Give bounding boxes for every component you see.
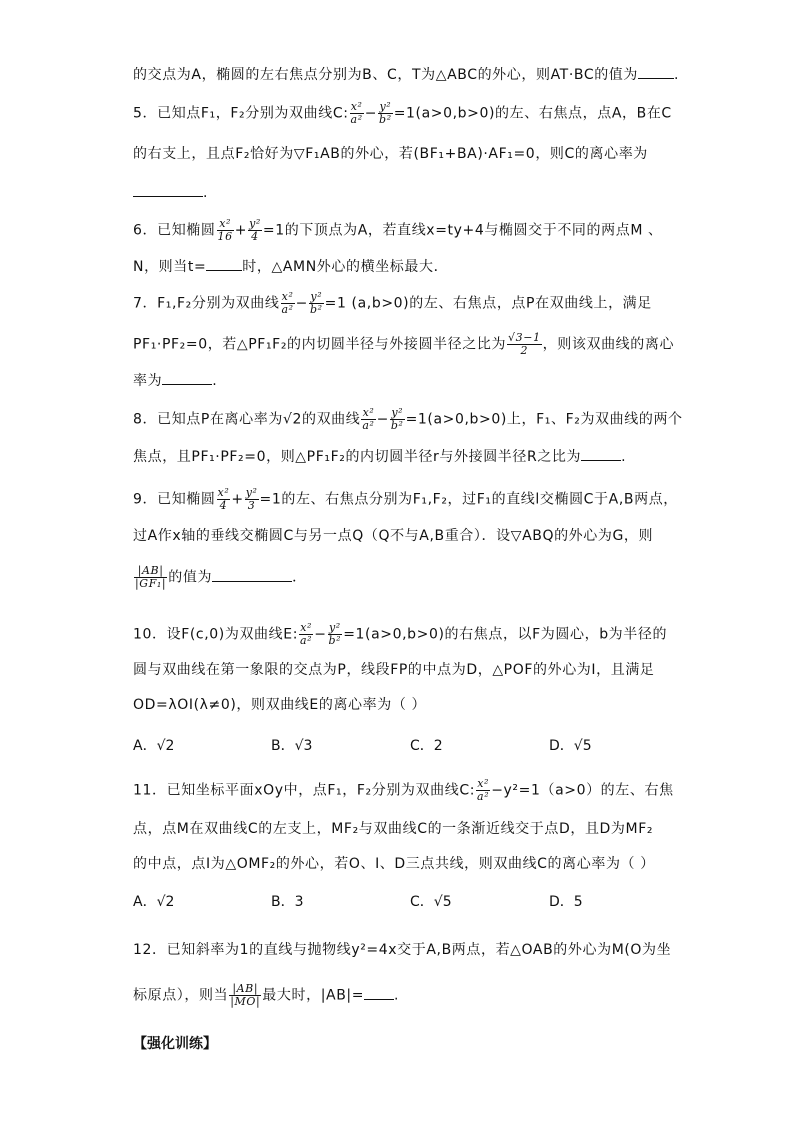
problem-5-text: =1(a>0,b>0)的左、右焦点，点A，B在C bbox=[393, 105, 672, 122]
problem-11-text: −y²=1（a>0）的左、右焦 bbox=[491, 782, 674, 799]
problem-11-text: 11．已知坐标平面xOy中，点F₁，F₂分别为双曲线C: bbox=[133, 782, 476, 799]
fraction: $\frac{\text{x²}}{16}$ bbox=[217, 217, 233, 243]
problem-9-line-3: $\frac{|AB|}{\text{|GF₁|}}$ 的值为 ． bbox=[135, 564, 307, 590]
problem-9-text: 的值为 bbox=[168, 569, 213, 586]
problem-11-line-3 bbox=[133, 854, 655, 874]
problem-10-line-3 bbox=[133, 695, 426, 715]
problem-7-line-3: 率为 . bbox=[133, 370, 217, 391]
answer-blank bbox=[581, 446, 621, 461]
answer-blank bbox=[133, 182, 203, 197]
fraction: $\frac{\text{y²}}{\text{b²}}$ bbox=[390, 406, 404, 432]
fraction: $\frac{\text{y²}}{4}$ bbox=[249, 217, 261, 243]
problem-8-line-1: 8．已知点P在离心率为√2的双曲线 $\frac{\text{x²}}{\text{a²}}$ − $\frac{\text{y²}}{\text{b²}}$ =1(a>0,b>0)上，F₁、F₂为双曲线的两个 bbox=[133, 406, 683, 432]
problem-10-text: OD=λOI(λ≠0)，则双曲线E的离心率为（ ） bbox=[133, 697, 427, 713]
fraction: $\frac{\text{x²}}{4}$ bbox=[217, 486, 230, 512]
problem-7-text: PF₁·PF₂=0，若△PF₁F₂的内切圆半径与外接圆半径之比为 bbox=[133, 336, 507, 353]
problem-10-line-1: 10．设F(c,0)为双曲线E: $\frac{\text{x²}}{\text{a²}}$ − $\frac{\text{y²}}{\text{b²}}$ =1(a>0,b>0)的右焦点，以F为圆心，b为半径的 bbox=[133, 621, 668, 647]
answer-blank bbox=[364, 985, 394, 1000]
problem-11-text: 的中点，点I为△OMF₂的外心，若O、I、D三点共线，则双曲线C的离心率为（ ） bbox=[133, 856, 655, 872]
answer-blank bbox=[212, 567, 292, 582]
fraction: $\frac{|AB|}{|MO|}$ bbox=[230, 982, 261, 1008]
problem-8-text: 8．已知点P在离心率为√2的双曲线 bbox=[133, 411, 361, 428]
fraction: $\frac{|AB|}{\text{|GF₁|}}$ bbox=[135, 564, 167, 590]
problem-10-option-a[interactable]: A．√2 bbox=[133, 738, 175, 754]
problem-10-text: =1(a>0,b>0)的右焦点，以F为圆心，b为半径的 bbox=[343, 626, 668, 643]
problem-6-text: =1的下顶点为A，若直线x=ty+4与椭圆交于不同的两点M 、 bbox=[262, 222, 663, 239]
problem-5-text: 的右支上，且点F₂恰好为▽F₁AB的外心，若(BF₁+BA)·AF₁=0，则C的离心率为 bbox=[133, 146, 648, 162]
problem-8-line-2: 焦点，且PF₁·PF₂=0，则△PF₁F₂的内切圆半径r与外接圆半径R之比为 . bbox=[133, 446, 626, 467]
problem-8-text: 焦点，且PF₁·PF₂=0，则△PF₁F₂的内切圆半径r与外接圆半径R之比为 bbox=[133, 449, 582, 465]
fraction: $\frac{\text{x²}}{\text{a²}}$ bbox=[281, 290, 294, 316]
problem-10-option-c[interactable]: C．2 bbox=[410, 738, 443, 754]
problem-10-option-b[interactable]: B．√3 bbox=[271, 738, 313, 754]
fraction: $\frac{\text{y²}}{\text{b²}}$ bbox=[310, 290, 323, 316]
problem-10-line-2 bbox=[133, 660, 655, 680]
problem-6-line-2 bbox=[133, 256, 448, 277]
fraction: $\frac{\text{x²}}{\text{a²}}$ bbox=[477, 777, 490, 803]
problem-12-text: 最大时，|AB|= bbox=[262, 987, 365, 1004]
problem-11-option-b[interactable]: B．3 bbox=[271, 894, 304, 910]
problem-7-text: =1 (a,b>0)的左、右焦点，点P在双曲线上，满足 bbox=[324, 295, 652, 312]
problem-12-line-2 bbox=[133, 983, 399, 1008]
problem-12-text: 12．已知斜率为1的直线与抛物线y²=4x交于A,B两点，若△OAB的外心为M(O为坐 bbox=[133, 942, 672, 958]
answer-blank bbox=[206, 256, 242, 271]
problem-11-option-d[interactable]: D．5 bbox=[549, 894, 583, 910]
problem-4-tail: 的交点为A，椭圆的左右焦点分别为B、C，T为△ABC的外心，则AT·BC的值为 . bbox=[133, 64, 679, 85]
problem-7-text: 率为 bbox=[133, 373, 163, 389]
problem-6-text: N，则当t= bbox=[133, 259, 207, 275]
fraction: $\frac{√3-1}{2}$ bbox=[508, 331, 541, 357]
problem-5-text: 5．已知点F₁，F₂分别为双曲线C: bbox=[133, 105, 349, 122]
problem-9-text: 过A作x轴的垂线交椭圆C与另一点Q（Q不与A,B重合）．设▽ABQ的外心为G，则 bbox=[133, 528, 654, 544]
problem-10-option-d[interactable]: D．√5 bbox=[549, 738, 592, 754]
problem-11-option-a[interactable]: A．√2 bbox=[133, 894, 175, 910]
problem-5-line-1: 5．已知点F₁，F₂分别为双曲线C: $\frac{\text{x²}}{\text{a²}}$ − $\frac{\text{y²}}{\text{b²}}$ =1(a>0,b>0)的左、右焦点，点A，B在C bbox=[133, 100, 672, 126]
problem-12-line-1 bbox=[133, 940, 671, 960]
problem-9-text: 9．已知椭圆 bbox=[133, 491, 216, 508]
problem-6-text: 6．已知椭圆 bbox=[133, 222, 216, 239]
answer-blank bbox=[162, 370, 212, 385]
problem-6-text: 时，△AMN外心的横坐标最大． bbox=[242, 259, 449, 275]
fraction: $\frac{\text{x²}}{\text{a²}}$ bbox=[362, 406, 375, 432]
fraction: $\frac{\text{x²}}{\text{a²}}$ bbox=[300, 621, 313, 647]
problem-9-line-1: 9．已知椭圆 $\frac{\text{x²}}{4}$ + $\frac{\text{y²}}{3}$ =1的左、右焦点分别为F₁,F₂，过F₁的直线l交椭圆C于A,B两点， bbox=[133, 486, 678, 512]
problem-8-text: =1(a>0,b>0)上，F₁、F₂为双曲线的两个 bbox=[405, 411, 683, 428]
problem-11-line-1 bbox=[133, 778, 674, 803]
problem-12-text: 标原点），则当 bbox=[133, 987, 229, 1004]
answer-blank bbox=[638, 64, 674, 79]
problem-7-text: ，则该双曲线的离心 bbox=[542, 336, 675, 353]
fraction: $\frac{\text{y²}}{\text{b²}}$ bbox=[379, 100, 392, 126]
problem-9-line-2 bbox=[133, 526, 653, 546]
period: . bbox=[394, 987, 400, 1004]
problem-7-text: 7．F₁,F₂分别为双曲线 bbox=[133, 295, 280, 312]
fraction: $\frac{\text{y²}}{3}$ bbox=[245, 486, 258, 512]
problem-11-option-c[interactable]: C．√5 bbox=[410, 894, 452, 910]
problem-11-text: 点，点M在双曲线C的左支上，MF₂与双曲线C的一条渐近线交于点D，且D为MF₂ bbox=[133, 821, 654, 837]
problem-7-line-2 bbox=[133, 332, 674, 357]
problem-10-text: 圆与双曲线在第一象限的交点为P，线段FP的中点为D，△POF的外心为I，且满足 bbox=[133, 662, 655, 678]
fraction: $\frac{\text{x²}}{\text{a²}}$ bbox=[350, 100, 363, 126]
fraction: $\frac{\text{y²}}{\text{b²}}$ bbox=[328, 621, 342, 647]
problem-5-line-2 bbox=[133, 144, 648, 164]
section-heading: 【强化训练】 bbox=[133, 1036, 217, 1052]
problem-6-line-1: 6．已知椭圆 $\frac{\text{x²}}{16}$ + $\frac{\text{y²}}{4}$ =1的下顶点为A，若直线x=ty+4与椭圆交于不同的两点M 、 bbox=[133, 217, 663, 243]
problem-7-line-1: 7．F₁,F₂分别为双曲线 $\frac{\text{x²}}{\text{a²}}$ − $\frac{\text{y²}}{\text{b²}}$ =1 (a,b>0)的左、右焦点，点P在双曲线上，满足 bbox=[133, 290, 652, 316]
problem-9-text: =1的左、右焦点分别为F₁,F₂，过F₁的直线l交椭圆C于A,B两点， bbox=[259, 491, 678, 508]
problem-11-line-2 bbox=[133, 819, 653, 839]
problem-5-line-3: . bbox=[133, 182, 208, 203]
problem-4-text: 的交点为A，椭圆的左右焦点分别为B、C，T为△ABC的外心，则AT·BC的值为 bbox=[133, 67, 639, 83]
problem-10-text: 10．设F(c,0)为双曲线E: bbox=[133, 626, 299, 643]
